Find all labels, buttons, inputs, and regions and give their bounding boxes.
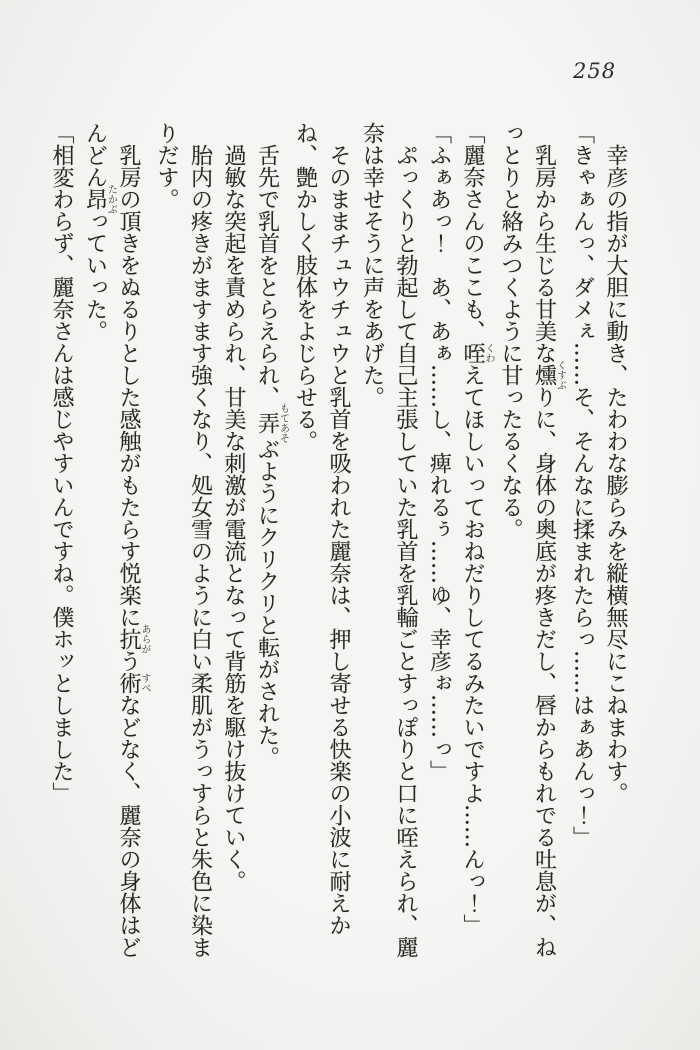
page-number: 258: [573, 59, 617, 83]
paragraph-narrative: 舌先で乳首をとらえられ、弄もてあそぶようにクリクリと転がされた。: [254, 144, 289, 768]
paragraph-narrative: 乳房の頂きをぬるりとした感触がもたらす悦楽に抗あらがう術すべなどなく、麗奈の身体はどんどん昂たかぶっていった。: [82, 122, 150, 958]
ruby-annotated-kanji: 抗あらが: [116, 624, 150, 654]
paragraph-narrative: 胎内の疼きがますます強くなり、処女雪のように白い柔肌がうっすらと朱色に染まりだす。: [154, 122, 213, 958]
paragraph-narrative: 幸彦の指が大胆に動き、たわわな膨らみを縦横無尽にこねまわす。: [603, 144, 628, 804]
page-text: [45, 122, 633, 958]
ruby-annotated-kanji: 咥くわ: [460, 342, 494, 364]
paragraph-dialogue: 「麗奈さんのここも、咥くわえてほしいっておねだりしてるみたいですよ……んっ！」: [460, 122, 494, 936]
ruby-annotated-kanji: 燻くすぶ: [531, 360, 566, 390]
paragraph-narrative: ぷっくりと勃起して自己主張していた乳首を乳輪ごとすっぽりと口に咥えられ、麗奈は幸せそうに声をあげた。: [359, 122, 418, 958]
paragraph-dialogue: 「相変わらず、麗奈さんは感じやすいんですね。僕ホッとしました」: [49, 122, 74, 804]
paragraph-narrative: 過敏な突起を責められ、甘美な刺激が電流となって背筋を駆け抜けていく。: [221, 144, 246, 892]
paragraph-dialogue: 「ふぁあっ！ あ、あぁ……し、痺れるぅ……ゆ、幸彦ぉ……っ」: [426, 122, 452, 782]
ruby-annotated-kanji: 術すべ: [116, 672, 150, 694]
paragraph-narrative: 乳房から生じる甘美な燻くすぶりに、身体の奥底が疼きだし、唇からもれでる吐息が、ねっとりと絡みつくように甘ったるくなる。: [498, 122, 566, 958]
ruby-annotated-kanji: 弄もてあそ: [254, 403, 289, 443]
paragraph-dialogue: 「きゃぁんっ、ダメぇ……そ、そんなに揉まれたらっ……はぁあんっ！」: [569, 122, 595, 848]
ruby-annotated-kanji: 昂たかぶ: [82, 184, 117, 214]
paragraph-narrative: そのままチュウチュウと乳首を吸われた麗奈は、押し寄せる快楽の小波に耐えかね、艶かしく肢体をよじらせる。: [292, 122, 351, 936]
